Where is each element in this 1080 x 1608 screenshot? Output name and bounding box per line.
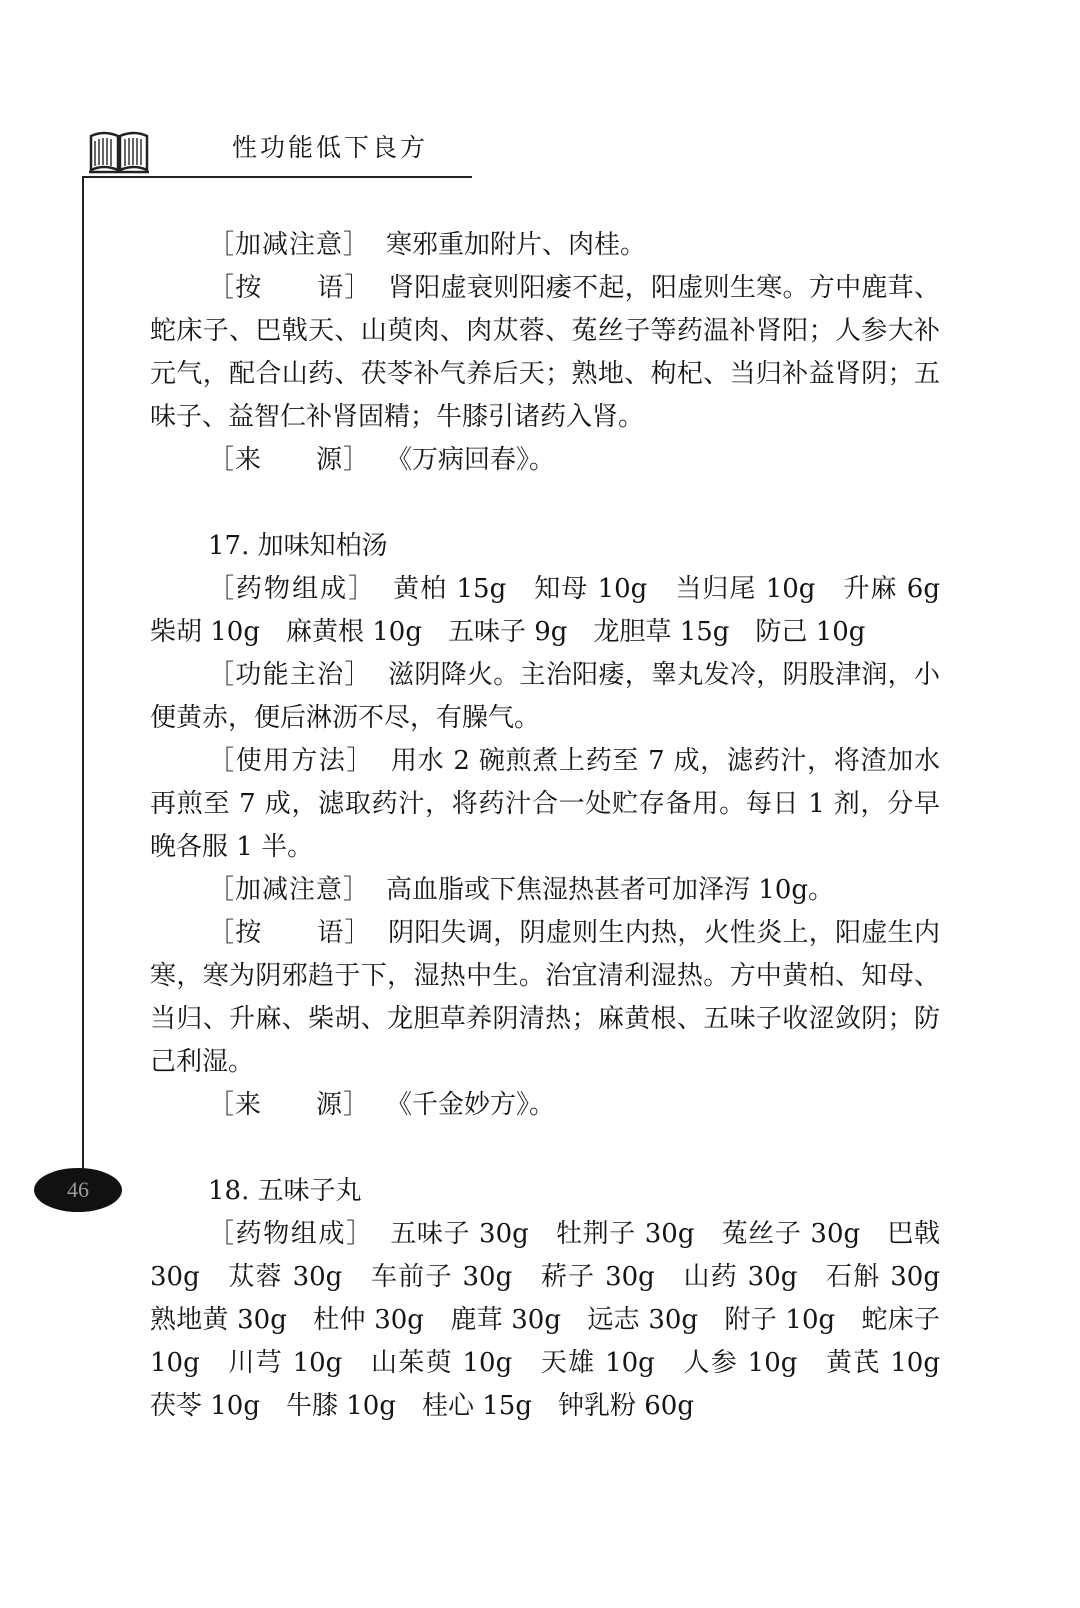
para-label: ［使用方法］ (208, 746, 375, 776)
para-label: ［药物组成］ (208, 1219, 374, 1249)
para-text: 寒邪重加附片、肉桂。 (386, 230, 647, 260)
para-ingredients (150, 568, 967, 654)
open-book-icon (88, 128, 150, 174)
para-label: ［加减注意］ (208, 230, 371, 260)
para-text: 滋阴降火。主治阳痿，睾丸发冷，阴股津润，小便黄赤，便后淋沥不尽，有臊气。 (150, 660, 940, 733)
para-label: ［功能主治］ (208, 660, 372, 690)
para-text: 用水 2 碗煎煮上药至 7 成，滤药汁，将渣加水再煎至 7 成，滤取药汁，将药汁合一处贮存备用。每日 1 剂，分早晚各服 1 半。 (150, 746, 940, 862)
para-label: ［加减注意］ (208, 875, 371, 905)
margin-rule (82, 176, 84, 1186)
para-text: 《千金妙方》。 (386, 1090, 556, 1120)
header-rule (82, 176, 472, 178)
para-ingredients (150, 1213, 967, 1428)
recipe-heading-18: 18. 五味子丸 (208, 1176, 362, 1206)
para-adjustment-note (150, 869, 940, 912)
para-source (150, 1084, 940, 1127)
para-adjustment-note (150, 224, 940, 267)
recipe-heading-17: 17. 加味知柏汤 (208, 531, 388, 561)
page-number-badge: 46 (34, 1168, 122, 1212)
para-commentary (150, 267, 940, 439)
para-text: 《万病回春》。 (386, 445, 556, 475)
para-text: 阴阳失调，阴虚则生内热，火性炎上，阳虚生内寒，寒为阴邪趋于下，湿热中生。治宜清利湿热。方中黄柏、知母、当归、升麻、柴胡、龙胆草养阴清热；麻黄根、五味子收涩敛阴；防己利湿。 (150, 918, 940, 1077)
running-header-title: 性功能低下良方 (232, 133, 429, 162)
para-label: ［来 源］ (208, 1090, 371, 1120)
para-label: ［来 源］ (208, 445, 371, 475)
para-text: 肾阳虚衰则阳痿不起，阳虚则生寒。方中鹿茸、蛇床子、巴戟天、山萸肉、肉苁蓉、菟丝子等药温补肾阳；人参大补元气，配合山药、茯苓补气养后天；熟地、枸杞、当归补益肾阴；五味子、益智仁补肾固精；牛膝引诸药入肾。 (150, 273, 940, 432)
para-text: 高血脂或下焦湿热甚者可加泽泻 10g。 (386, 875, 835, 905)
para-label: ［按 语］ (208, 273, 372, 303)
para-text: 黄柏 15g 知母 10g 当归尾 10g 升麻 6g 柴胡 10g 麻黄根 10g 五味子 9g 龙胆草 15g 防己 10g (150, 574, 967, 647)
para-source (150, 439, 940, 482)
para-commentary (150, 912, 940, 1084)
page-body (150, 224, 967, 1428)
para-usage (150, 740, 940, 869)
para-text: 五味子 30g 牡荆子 30g 菟丝子 30g 巴戟 30g 苁蓉 30g 车前子 30g 菥子 30g 山药 30g 石斛 30g 熟地黄 30g 杜仲 30g 鹿茸 30g 远志 30g 附子 10g 蛇床子 10g 川芎 10g 山茱萸 10g 天雄 10g 人参 10g 黄芪 10g 茯苓 10g 牛膝 10g 桂心 15g 钟乳粉 60g (150, 1219, 967, 1421)
para-label: ［按 语］ (208, 918, 372, 948)
para-indications (150, 654, 940, 740)
para-label: ［药物组成］ (208, 574, 377, 604)
